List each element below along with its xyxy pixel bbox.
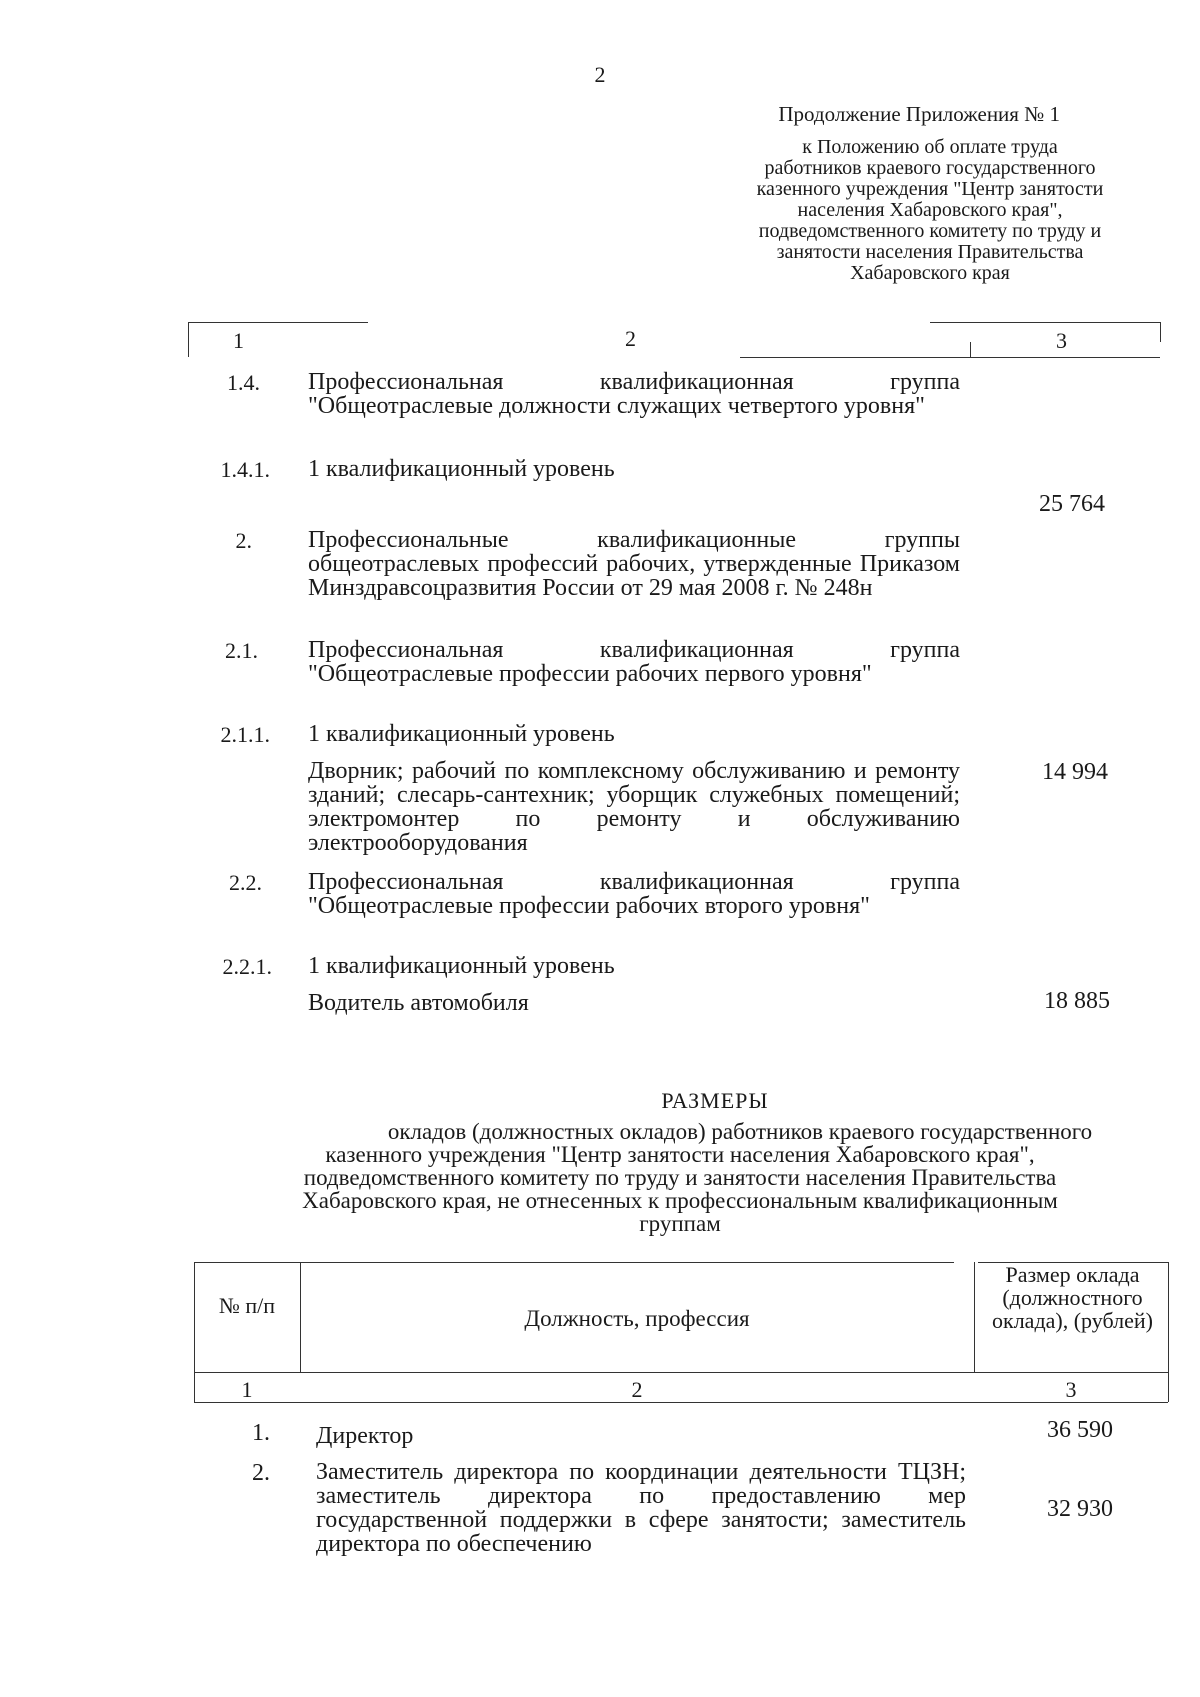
row-value: 36 590: [1047, 1417, 1113, 1443]
row-text: Профессиональная квалификационная группа "Общеотраслевые профессии рабочих первого уровня": [308, 637, 960, 687]
section-subtitle-line: казенного учреждения "Центр занятости населения Хабаровского края",: [325, 1142, 1035, 1167]
section-subtitle: [205, 1120, 1155, 1235]
row-text: Водитель автомобиля: [308, 990, 529, 1016]
row-text: 1 квалификационный уровень: [308, 456, 615, 482]
row-number: 2.: [252, 1460, 270, 1486]
appendix-line: населения Хабаровского края",: [797, 199, 1063, 221]
table1-header-col3: 3: [1056, 328, 1067, 353]
appendix-line: работников краевого государственного: [764, 157, 1096, 179]
appendix-line: казенного учреждения "Центр занятости: [756, 178, 1104, 200]
table-rule: [194, 1372, 1168, 1373]
row-value: 14 994: [1042, 759, 1108, 785]
row-text: Директор: [316, 1423, 414, 1449]
section-subtitle-line: подведомственного комитету по труду и занятости населения Правительства: [303, 1165, 1057, 1190]
table-rule: [194, 1372, 195, 1402]
row-text: Профессиональная квалификационная группа "Общеотраслевые должности служащих четвертого уровня": [308, 369, 960, 419]
appendix-title: Продолжение Приложения № 1: [778, 102, 1060, 126]
appendix-line: занятости населения Правительства: [776, 241, 1084, 263]
appendix-line: Хабаровского края: [850, 262, 1010, 284]
section-subtitle-line: группам: [639, 1211, 721, 1236]
row-number: 2.1.: [225, 638, 258, 663]
table1-header-col1: 1: [233, 328, 244, 353]
row-number: 2.: [235, 528, 252, 553]
appendix-subtitle: [715, 137, 1145, 284]
row-text: 1 квалификационный уровень: [308, 953, 615, 979]
page-number: 2: [594, 62, 606, 87]
row-value: 18 885: [1044, 988, 1110, 1014]
table1-header-col2: 2: [625, 326, 636, 351]
table-rule: [188, 322, 189, 357]
row-number: 2.2.: [229, 870, 262, 895]
row-value: 25 764: [1039, 491, 1105, 517]
row-number: 2.2.1.: [222, 954, 272, 979]
row-text: Профессиональные квалификационные группы общеотраслевых профессий рабочих, утвержденные Приказом Минздравсоцразвития России от 29 мая 2008 г. № 248н: [308, 527, 960, 601]
table2-header-salary: Размер оклада (должностного оклада), (рублей): [992, 1262, 1153, 1333]
table2-index-col1: 1: [241, 1377, 253, 1402]
row-number: 1.4.1.: [220, 457, 270, 482]
table-rule: [188, 322, 368, 323]
table2-index-col2: 2: [631, 1377, 643, 1402]
row-value: 32 930: [1047, 1496, 1113, 1522]
table-rule: [970, 342, 971, 358]
table-rule: [1160, 322, 1161, 342]
row-text: 1 квалификационный уровень: [308, 721, 615, 747]
row-text: Профессиональная квалификационная группа "Общеотраслевые профессии рабочих второго уровня": [308, 869, 960, 919]
section-title: РАЗМЕРЫ: [661, 1088, 769, 1113]
table-rule: [930, 322, 1160, 323]
appendix-line: подведомственного комитету по труду и: [758, 220, 1102, 242]
row-text: Заместитель директора по координации деятельности ТЦЗН; заместитель директора по предоставлению мер государственной поддержки в сфере занятости; заместитель директора по обеспечению: [316, 1459, 966, 1557]
section-subtitle-line: Хабаровского края, не отнесенных к профессиональным квалификационным: [302, 1188, 1058, 1213]
table-rule: [194, 1262, 954, 1263]
table2-header-position: Должность, профессия: [524, 1306, 750, 1331]
table-rule: [194, 1262, 195, 1372]
appendix-line: к Положению об оплате труда: [802, 136, 1058, 158]
table-rule: [1168, 1372, 1169, 1402]
section-subtitle-line: окладов (должностных окладов) работников краевого государственного: [387, 1119, 1093, 1144]
table2-header-number: № п/п: [218, 1293, 276, 1318]
table2-index-col3: 3: [1065, 1377, 1077, 1402]
row-number: 2.1.1.: [220, 722, 270, 747]
row-number: 1.: [252, 1420, 270, 1446]
row-text: Дворник; рабочий по комплексному обслуживанию и ремонту зданий; слесарь-сантехник; уборщик служебных помещений; электромонтер по ремонту и обслуживанию электрооборудования: [308, 758, 960, 856]
row-number: 1.4.: [227, 370, 260, 395]
table-rule: [740, 357, 1160, 358]
